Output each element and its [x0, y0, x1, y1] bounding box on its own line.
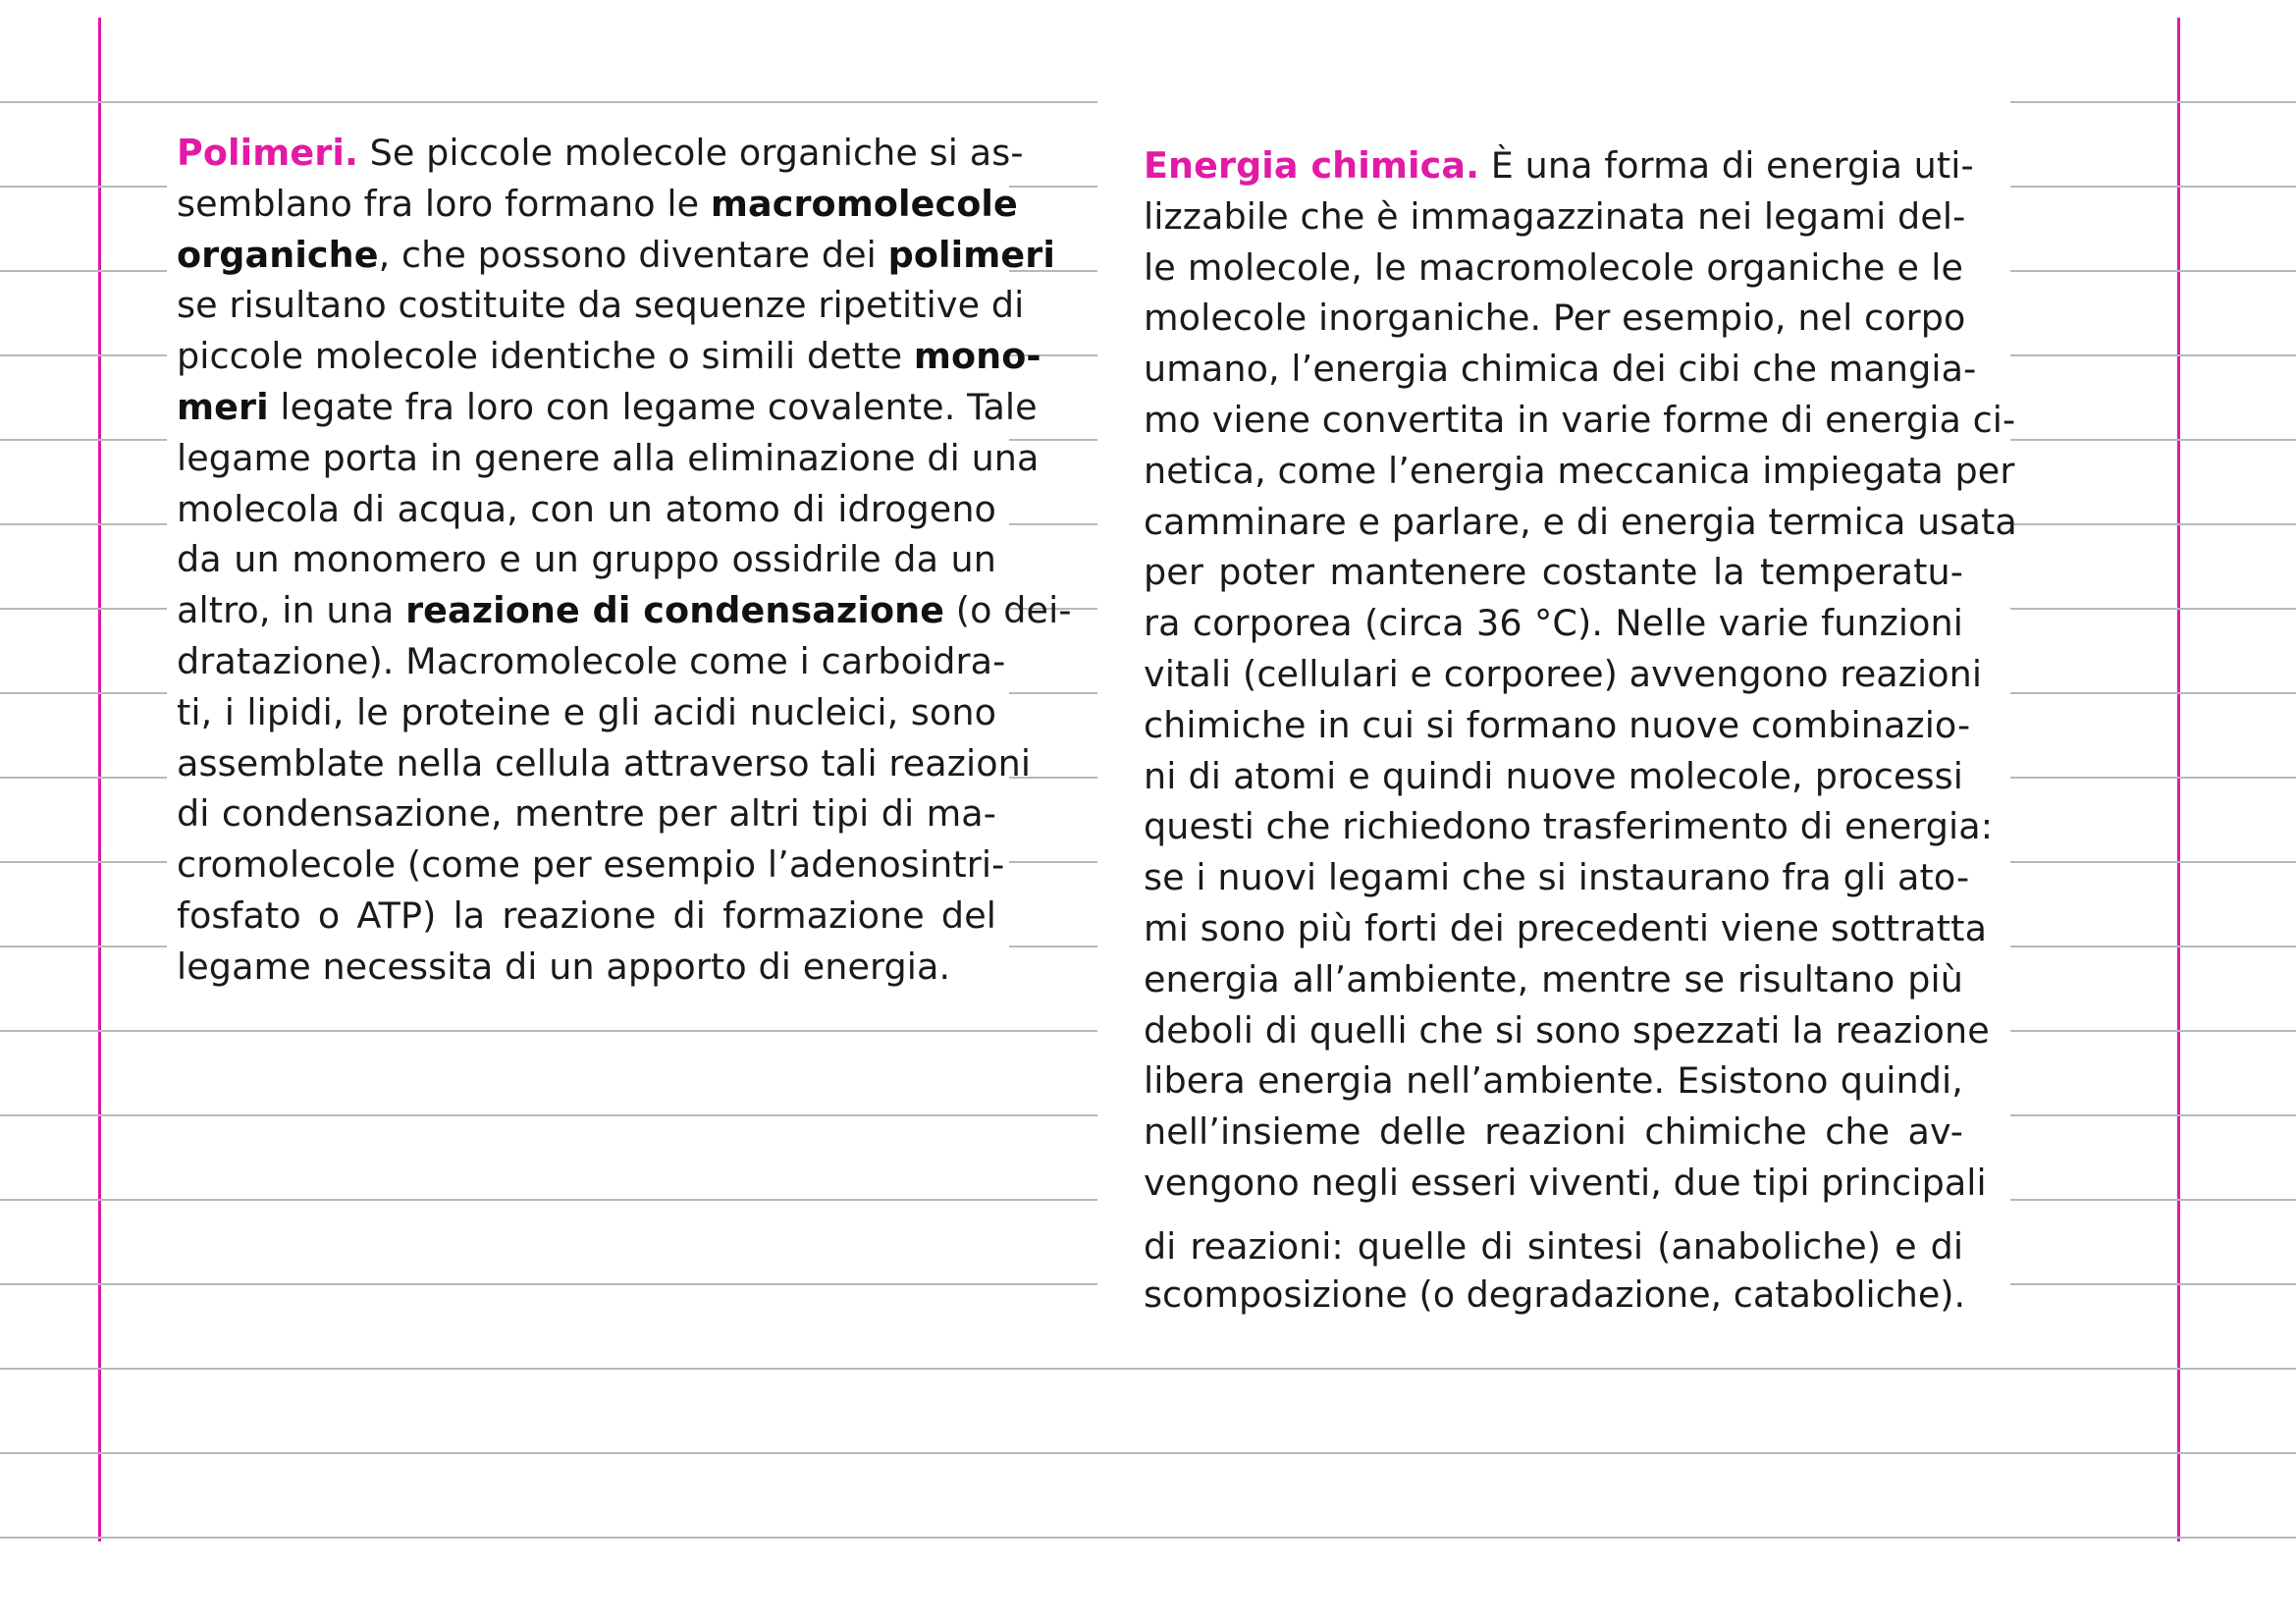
ruled-line — [2010, 101, 2177, 103]
text-run: camminare e parlare, e di energia termica usata — [1144, 500, 2017, 543]
text-run: mo viene convertita in varie forme di energia ci- — [1144, 398, 2016, 441]
text-line — [177, 636, 1006, 687]
text-run: molecole inorganiche. Per esempio, nel corpo — [1144, 297, 1966, 340]
ruled-line — [2010, 523, 2177, 525]
ruled-line — [2010, 777, 2177, 779]
text-run: piccole molecole identiche o simili dette — [177, 335, 914, 378]
ruled-line — [2177, 1199, 2296, 1201]
text-line — [1144, 446, 2015, 497]
ruled-line — [0, 1368, 98, 1370]
ruled-line — [2010, 439, 2177, 441]
left-margin-line — [98, 18, 101, 1542]
text-run: per poter mantenere costante la temperatu- — [1144, 551, 1963, 594]
text-line — [1144, 1055, 1963, 1107]
ruled-line — [98, 692, 167, 694]
ruled-line — [2010, 608, 2177, 610]
ruled-line — [2010, 354, 2177, 356]
ruled-line — [98, 608, 167, 610]
section-heading: Polimeri. — [177, 132, 358, 174]
text-run: le molecole, le macromolecole organiche e le — [1144, 245, 1963, 289]
text-run: chimiche in cui si formano nuove combinazio- — [1144, 703, 1971, 746]
text-line — [177, 839, 1005, 891]
key-term: meri — [177, 385, 269, 428]
text-line — [177, 891, 996, 942]
section-heading: Energia chimica. — [1144, 144, 1480, 187]
ruled-line — [98, 1537, 1097, 1539]
text-line — [177, 484, 996, 535]
text-line — [177, 738, 1032, 789]
text-line — [177, 128, 1024, 179]
text-line — [1144, 140, 1974, 191]
ruled-line — [2177, 1283, 2296, 1285]
ruled-line — [2010, 270, 2177, 272]
text-run: da un monomero e un gruppo ossidrile da un — [177, 538, 996, 581]
ruled-line — [0, 186, 98, 188]
energia-chimica-paragraph-tail — [1144, 1222, 1966, 1319]
ruled-line — [2177, 861, 2296, 863]
ruled-line — [1009, 861, 1097, 863]
ruled-line — [0, 1452, 98, 1454]
text-line — [1144, 191, 1966, 243]
ruled-line — [98, 270, 167, 272]
ruled-line — [0, 523, 98, 525]
ruled-line — [1097, 1537, 2177, 1539]
text-line — [1144, 395, 2016, 446]
key-term: polimeri — [887, 233, 1055, 276]
ruled-line — [1097, 1452, 2177, 1454]
text-run: vitali (cellulari e corporee) avvengono reazioni — [1144, 652, 1983, 695]
ruled-line — [0, 608, 98, 610]
ruled-line — [0, 1114, 98, 1116]
ruled-line — [2177, 101, 2296, 103]
ruled-line — [1009, 946, 1097, 947]
ruled-line — [0, 1537, 98, 1539]
text-line — [1144, 1158, 1987, 1209]
ruled-line — [2177, 1537, 2296, 1539]
text-run: , che possono diventare dei — [378, 233, 888, 276]
text-run: mi sono più forti dei precedenti viene sottratta — [1144, 906, 1988, 949]
ruled-line — [0, 1283, 98, 1285]
ruled-line — [2177, 354, 2296, 356]
text-line: scomposizione (o degradazione, cataboliche). — [1144, 1273, 1966, 1316]
text-line — [1144, 243, 1963, 294]
text-line — [1144, 1107, 1963, 1158]
text-run: lizzabile che è immagazzinata nei legami del- — [1144, 194, 1966, 238]
text-run: fosfato o ATP) la reazione di formazione del — [177, 893, 996, 937]
text-line — [177, 942, 996, 993]
ruled-line — [98, 1283, 1097, 1285]
right-margin-line — [2177, 18, 2180, 1542]
ruled-line — [2177, 946, 2296, 947]
text-run: Se piccole molecole organiche si as- — [369, 132, 1024, 174]
text-run: vengono negli esseri viventi, due tipi principali — [1144, 1161, 1987, 1204]
text-run: cromolecole (come per esempio l’adenosintri- — [177, 843, 1005, 887]
text-line — [1144, 954, 1963, 1005]
ruled-line — [2010, 692, 2177, 694]
text-run: legame porta in genere alla eliminazione di una — [177, 436, 1040, 479]
text-line — [1144, 852, 1970, 903]
ruled-line — [1009, 523, 1097, 525]
ruled-line — [0, 861, 98, 863]
text-run: (o dei- — [944, 589, 1072, 632]
text-run: ni di atomi e quindi nuove molecole, processi — [1144, 754, 1963, 797]
ruled-line — [2010, 946, 2177, 947]
text-run: semblano fra loro formano le — [177, 182, 711, 225]
text-line — [1144, 547, 1963, 598]
text-run: di condensazione, mentre per altri tipi di ma- — [177, 792, 996, 836]
ruled-line — [2177, 1114, 2296, 1116]
ruled-line — [0, 439, 98, 441]
text-run: questi che richiedono trasferimento di energia: — [1144, 805, 1994, 848]
text-run: netica, come l’energia meccanica impiegata per — [1144, 449, 2015, 492]
ruled-line — [98, 439, 167, 441]
text-line — [1144, 1005, 1990, 1056]
ruled-line — [1097, 1368, 2177, 1370]
ruled-line — [2010, 861, 2177, 863]
text-line — [177, 534, 996, 585]
text-run: se i nuovi legami che si instaurano fra gli ato- — [1144, 856, 1970, 899]
text-run: altro, in una — [177, 589, 406, 632]
ruled-line — [98, 946, 167, 947]
ruled-line — [98, 523, 167, 525]
key-term: organiche — [177, 233, 379, 276]
text-line — [177, 230, 1055, 281]
ruled-line — [98, 861, 167, 863]
ruled-line — [98, 1452, 1097, 1454]
ruled-line — [98, 354, 167, 356]
text-line — [177, 433, 1040, 484]
ruled-line — [2177, 1368, 2296, 1370]
ruled-line — [2010, 1283, 2177, 1285]
text-run: umano, l’energia chimica dei cibi che mangia- — [1144, 348, 1977, 391]
key-term: macromolecole — [710, 182, 1018, 225]
ruled-line — [0, 1199, 98, 1201]
ruled-line — [2010, 1114, 2177, 1116]
ruled-line — [98, 186, 167, 188]
ruled-line — [98, 777, 167, 779]
ruled-line — [2177, 186, 2296, 188]
text-line — [1144, 344, 1977, 395]
ruled-line — [2010, 1199, 2177, 1201]
ruled-line — [0, 777, 98, 779]
ruled-line — [98, 101, 1097, 103]
text-run: ra corporea (circa 36 °C). Nelle varie funzioni — [1144, 602, 1963, 645]
text-line — [177, 331, 1041, 382]
ruled-line — [2177, 777, 2296, 779]
text-run: energia all’ambiente, mentre se risultano più — [1144, 957, 1963, 1001]
text-line — [1144, 293, 1966, 344]
key-term: mono- — [913, 335, 1041, 378]
ruled-line — [2177, 692, 2296, 694]
text-line — [1144, 700, 1971, 751]
text-run: deboli di quelli che si sono spezzati la reazione — [1144, 1008, 1990, 1052]
text-line — [177, 179, 1018, 230]
ruled-line — [0, 692, 98, 694]
text-run: assemblate nella cellula attraverso tali reazioni — [177, 741, 1032, 784]
text-line — [177, 280, 1025, 331]
ruled-line — [2177, 1030, 2296, 1032]
polimeri-paragraph — [177, 128, 1072, 993]
ruled-line — [2177, 270, 2296, 272]
ruled-line — [2010, 186, 2177, 188]
ruled-line — [2010, 1030, 2177, 1032]
text-line — [1144, 598, 1963, 649]
energia-chimica-paragraph — [1144, 140, 2017, 1209]
ruled-line — [2177, 1452, 2296, 1454]
text-line — [177, 585, 1072, 636]
text-line — [1144, 751, 1963, 802]
text-line — [1144, 801, 1994, 852]
ruled-line — [0, 101, 98, 103]
ruled-line — [0, 946, 98, 947]
key-term: reazione di condensazione — [405, 589, 945, 632]
text-run: legame necessita di un apporto di energia. — [177, 945, 951, 988]
ruled-line — [1009, 692, 1097, 694]
ruled-line — [0, 270, 98, 272]
text-line — [1144, 649, 1983, 700]
text-line — [1144, 903, 1988, 954]
text-run: dratazione). Macromolecole come i carboidra- — [177, 639, 1006, 682]
ruled-line — [98, 1199, 1097, 1201]
ruled-line — [1009, 186, 1097, 188]
ruled-line — [2177, 608, 2296, 610]
ruled-line — [0, 354, 98, 356]
text-run: libera energia nell’ambiente. Esistono quindi, — [1144, 1059, 1963, 1103]
text-run: nell’insieme delle reazioni chimiche che av- — [1144, 1110, 1963, 1154]
ruled-line — [2177, 439, 2296, 441]
text-line — [1144, 497, 2017, 548]
text-run: se risultano costituite da sequenze ripetitive di — [177, 284, 1025, 327]
ruled-line — [98, 1114, 1097, 1116]
text-line — [177, 788, 996, 839]
text-run: molecola di acqua, con un atomo di idrogeno — [177, 487, 996, 530]
text-line: di reazioni: quelle di sintesi (anaboliche) e di — [1144, 1225, 1963, 1268]
text-line — [177, 687, 996, 738]
text-line — [177, 382, 1038, 433]
ruled-line — [98, 1368, 1097, 1370]
ruled-line — [2177, 523, 2296, 525]
text-run: ti, i lipidi, le proteine e gli acidi nucleici, sono — [177, 690, 996, 733]
text-run: legate fra loro con legame covalente. Tale — [268, 385, 1038, 428]
text-run: È una forma di energia uti- — [1490, 144, 1974, 187]
ruled-line — [98, 1030, 1097, 1032]
ruled-line — [0, 1030, 98, 1032]
